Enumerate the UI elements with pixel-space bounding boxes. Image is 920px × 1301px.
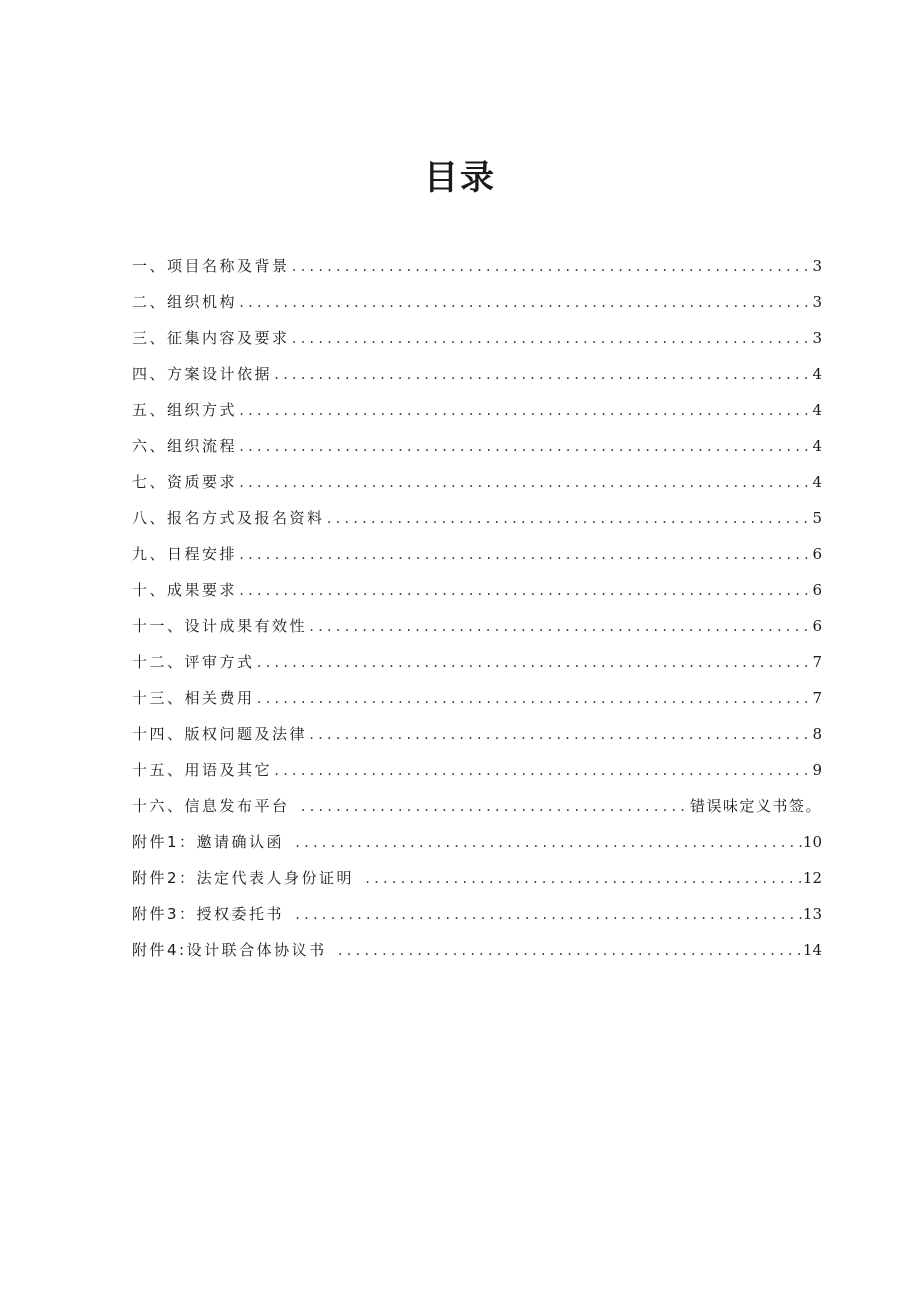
toc-entry-page: 6 [812, 581, 822, 599]
toc-entry[interactable] [132, 680, 822, 716]
toc-entry-page: 4 [812, 473, 822, 491]
toc-entry-page: 4 [812, 365, 822, 383]
dot-leader [256, 645, 812, 681]
toc-entry-label: 十三、相关费用 [132, 689, 255, 707]
dot-leader [238, 393, 811, 429]
toc-entry-page: 3 [812, 257, 822, 275]
toc-entry-page: 13 [802, 905, 822, 923]
toc-entry-page: 14 [802, 941, 822, 959]
table-of-contents [132, 248, 822, 968]
toc-entry-page: 7 [812, 653, 822, 671]
toc-entry-label: 十五、用语及其它 [132, 761, 273, 779]
toc-entry-label: 七、资质要求 [132, 473, 238, 491]
toc-entry[interactable] [132, 860, 822, 896]
dot-leader [294, 897, 802, 933]
toc-entry[interactable] [132, 392, 822, 428]
dot-leader [337, 933, 802, 969]
toc-entry[interactable] [132, 644, 822, 680]
toc-entry-page: 3 [812, 293, 822, 311]
toc-entry-label: 九、日程安排 [132, 545, 238, 563]
toc-entry-page: 4 [812, 437, 822, 455]
toc-entry[interactable] [132, 932, 822, 968]
dot-leader [238, 285, 811, 321]
toc-entry-label: 十四、版权问题及法律 [132, 725, 308, 743]
toc-entry-page: 6 [812, 617, 822, 635]
toc-entry[interactable] [132, 428, 822, 464]
toc-entry-label: 十六、信息发布平台 [132, 797, 290, 815]
toc-entry-page: 3 [812, 329, 822, 347]
toc-entry[interactable] [132, 356, 822, 392]
toc-entry-label: 三、征集内容及要求 [132, 329, 290, 347]
toc-entry-label: 二、组织机构 [132, 293, 238, 311]
toc-entry-page: 9 [812, 761, 822, 779]
dot-leader [291, 321, 812, 357]
toc-entry[interactable] [132, 248, 822, 284]
toc-entry-label: 十一、设计成果有效性 [132, 617, 308, 635]
toc-entry-label: 四、方案设计依据 [132, 365, 273, 383]
dot-leader [256, 681, 812, 717]
toc-entry-label: 五、组织方式 [132, 401, 238, 419]
toc-entry-label: 一、项目名称及背景 [132, 257, 290, 275]
toc-entry[interactable] [132, 320, 822, 356]
dot-leader [308, 717, 811, 753]
toc-entry[interactable] [132, 572, 822, 608]
toc-entry-label: 附件2：法定代表人身份证明 [132, 869, 355, 887]
toc-entry-label: 八、报名方式及报名资料 [132, 509, 325, 527]
toc-entry[interactable] [132, 788, 822, 824]
dot-leader [294, 825, 802, 861]
toc-entry[interactable] [132, 896, 822, 932]
toc-entry-page: 4 [812, 401, 822, 419]
toc-entry-page: 错误味定义书签。 [689, 797, 822, 815]
dot-leader [308, 609, 811, 645]
toc-entry[interactable] [132, 536, 822, 572]
toc-entry-page: 6 [812, 545, 822, 563]
dot-leader [238, 537, 811, 573]
toc-entry[interactable] [132, 752, 822, 788]
dot-leader [291, 249, 812, 285]
dot-leader [238, 429, 811, 465]
toc-entry-label: 附件3：授权委托书 [132, 905, 285, 923]
dot-leader [238, 465, 811, 501]
toc-entry[interactable] [132, 500, 822, 536]
toc-entry[interactable] [132, 608, 822, 644]
toc-entry-label: 十、成果要求 [132, 581, 238, 599]
toc-entry-page: 5 [812, 509, 822, 527]
toc-entry[interactable] [132, 284, 822, 320]
toc-entry[interactable] [132, 464, 822, 500]
dot-leader [326, 501, 812, 537]
toc-title: 目录 [424, 158, 496, 198]
dot-leader [364, 861, 802, 897]
dot-leader [273, 357, 811, 393]
toc-entry-page: 7 [812, 689, 822, 707]
toc-entry[interactable] [132, 716, 822, 752]
toc-entry[interactable] [132, 824, 822, 860]
dot-leader [273, 753, 811, 789]
toc-entry-label: 附件1：邀请确认函 [132, 833, 285, 851]
dot-leader [300, 789, 689, 825]
toc-entry-label: 六、组织流程 [132, 437, 238, 455]
toc-entry-label: 十二、评审方式 [132, 653, 255, 671]
toc-entry-page: 12 [802, 869, 822, 887]
toc-entry-page: 8 [812, 725, 822, 743]
dot-leader [238, 573, 811, 609]
toc-entry-page: 10 [802, 833, 822, 851]
toc-entry-label: 附件4:设计联合体协议书 [132, 941, 327, 959]
